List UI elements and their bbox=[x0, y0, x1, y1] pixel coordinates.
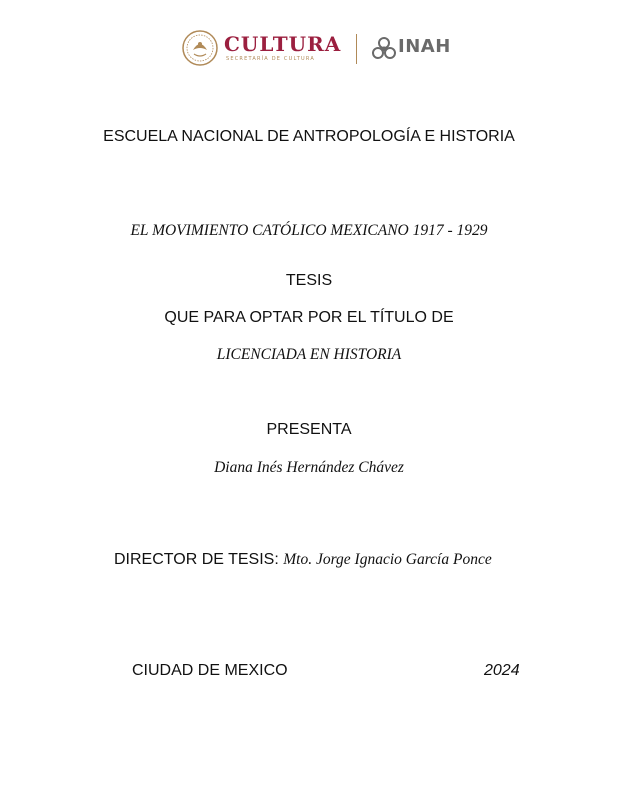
degree-title: LICENCIADA EN HISTORIA bbox=[216, 346, 402, 363]
inah-emblem-icon bbox=[370, 35, 398, 63]
city: CIUDAD DE MEXICO bbox=[132, 662, 288, 679]
presenta-label: PRESENTA bbox=[266, 421, 352, 438]
tesis-label: TESIS bbox=[285, 272, 333, 289]
optar-label: QUE PARA OPTAR POR EL TÍTULO DE bbox=[164, 309, 454, 326]
school-name: ESCUELA NACIONAL DE ANTROPOLOGÍA E HISTORIA bbox=[103, 128, 515, 145]
author-name: Diana Inés Hernández Chávez bbox=[214, 459, 404, 476]
year: 2024 bbox=[484, 662, 520, 679]
mexico-seal-icon bbox=[182, 30, 218, 66]
cultura-logo-text: CULTURA bbox=[224, 32, 342, 56]
thesis-title: EL MOVIMIENTO CATÓLICO MEXICANO 1917 - 1929 bbox=[130, 222, 488, 239]
inah-logo-text: INAH bbox=[398, 36, 451, 57]
logo-divider bbox=[356, 34, 357, 64]
cultura-subtitle: SECRETARÍA DE CULTURA bbox=[226, 56, 315, 62]
director-line bbox=[114, 551, 492, 569]
director-name: Mto. Jorge Ignacio García Ponce bbox=[283, 551, 492, 568]
director-label: DIRECTOR DE TESIS: bbox=[114, 551, 279, 568]
